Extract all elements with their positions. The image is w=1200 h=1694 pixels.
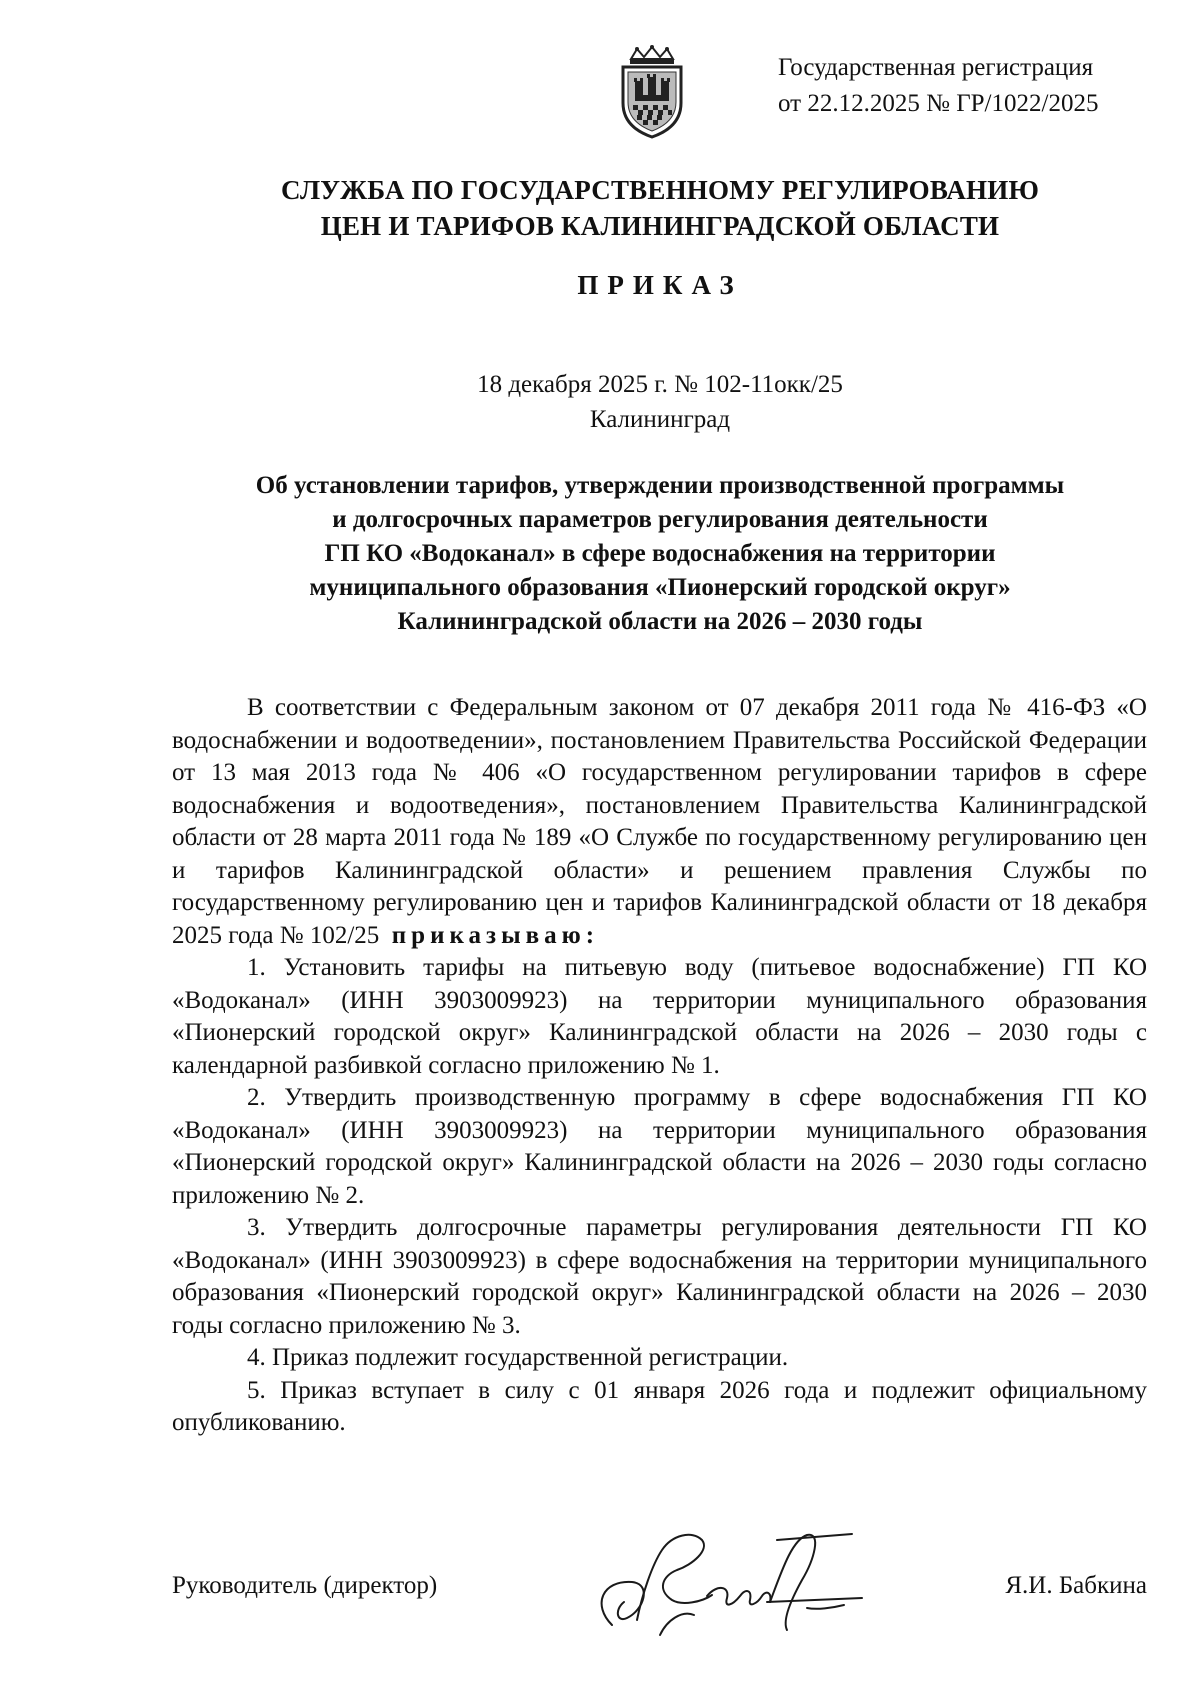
preamble-paragraph [172,692,1147,952]
order-city: Калининград [589,406,731,433]
registration-stamp [778,50,1098,122]
order-date-number: 18 декабря 2025 г. № 102-11окк/25 [477,371,843,398]
subject-line-3: ГП КО «Водоканал» в сфере водоснабжения на территории [324,540,996,567]
order-item: 4. Приказ подлежит государственной регистрации. [247,1344,789,1371]
order-item: 3. Утвердить долгосрочные параметры регулирования деятельности ГП КО «Водоканал» (ИНН 3903009923) в сфере водоснабжения на территории муниципального образования «Пионерский городской округ» Калининградской области на 2026 – 2030 годы согласно приложению № 3. [172,1214,1147,1339]
signatory-role: Руководитель (директор) [172,1572,438,1599]
order-meta [0,367,1200,437]
registration-line-2: от 22.12.2025 № ГР/1022/2025 [778,90,1099,117]
order-subject [0,469,1200,639]
preamble-text: В соответствии с Федеральным законом от 07 декабря 2011 года № 416-ФЗ «О водоснабжении и водоотведении», постановлением Правительства Российской Федерации от 13 мая 2013 года № 406 «О государственном регулировании тарифов в сфере водоснабжения и водоотведения», постановлением Правительства Калининградской области от 28 марта 2011 года № 189 «О Службе по государственному регулированию цен и тарифов Калининградской области» и решением правления Службы по государственному регулированию цен и тарифов Калининградской области от 18 декабря 2025 года № 102/25 [172,694,1147,949]
subject-line-4: муниципального образования «Пионерский городской округ» [309,574,1011,601]
coat-of-arms-icon [617,45,687,139]
order-title: ПРИКАЗ [577,270,743,300]
subject-line-2: и долгосрочных параметров регулирования деятельности [332,506,988,533]
agency-name-line-2: ЦЕН И ТАРИФОВ КАЛИНИНГРАДСКОЙ ОБЛАСТИ [320,211,1000,241]
order-item: 2. Утвердить производственную программу в сфере водоснабжения ГП КО «Водоканал» (ИНН 3903009923) на территории муниципального образования «Пионерский городской округ» Калининградской области на 2026 – 2030 годы согласно приложению № 2. [172,1084,1147,1209]
order-item: 1. Установить тарифы на питьевую воду (питьевое водоснабжение) ГП КО «Водоканал» (ИНН 3903009923) на территории муниципального образования «Пионерский городской округ» Калининградской области на 2026 – 2030 годы с календарной разбивкой согласно приложению № 1. [172,954,1147,1079]
agency-name [0,172,1200,244]
registration-line-1: Государственная регистрация [778,54,1094,81]
signature-block [172,1510,1147,1650]
handwritten-signature [582,1510,872,1650]
subject-line-1: Об установлении тарифов, утверждении производственной программы [255,472,1065,499]
order-body [172,692,1147,1440]
subject-line-5: Калининградской области на 2026 – 2030 годы [397,608,923,635]
order-item: 5. Приказ вступает в силу с 01 января 2026 года и подлежит официальному опубликованию. [172,1376,1147,1436]
order-word: приказываю: [391,921,600,949]
signatory-name: Я.И. Бабкина [1005,1572,1147,1599]
agency-name-line-1: СЛУЖБА ПО ГОСУДАРСТВЕННОМУ РЕГУЛИРОВАНИЮ [280,175,1040,205]
